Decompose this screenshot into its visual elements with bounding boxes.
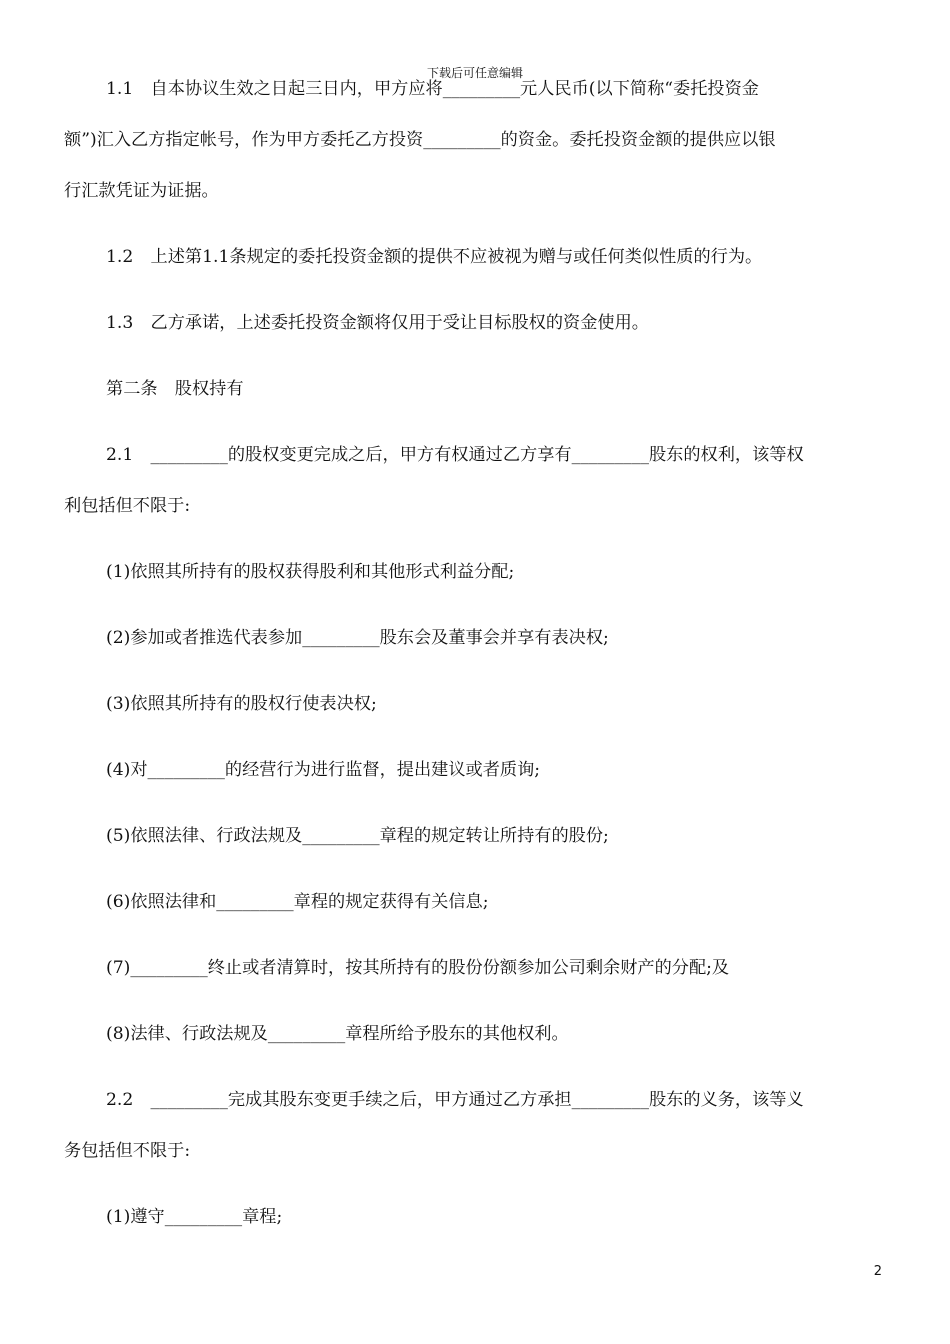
line-gap: [64, 102, 880, 128]
spacer: [64, 849, 880, 890]
right-item-2: (2)参加或者推选代表参加_________股东会及董事会并享有表决权;: [106, 628, 609, 648]
spacer: [64, 585, 880, 626]
right-item-5: (5)依照法律、行政法规及_________章程的规定转让所持有的股份;: [106, 826, 609, 846]
spacer: [64, 402, 880, 443]
right-item-7: (7)_________终止或者清算时，按其所持有的股份份额参加公司剩余财产的分配;及: [106, 958, 730, 978]
spacer: [64, 915, 880, 956]
spacer: [64, 717, 880, 758]
paragraph-2-1: 2.1 _________的股权变更完成之后，甲方有权通过乙方享有_________股东的权利，该等权: [106, 445, 804, 465]
paragraph-2-2-cont: 务包括但不限于:: [64, 1141, 191, 1161]
spacer: [64, 981, 880, 1022]
paragraph-1-1-line-2: 额”)汇入乙方指定帐号，作为甲方委托乙方投资_________的资金。委托投资金额的提供应以银: [64, 130, 776, 150]
page-header: 下载后可任意编辑: [426, 66, 523, 80]
spacer: [64, 270, 880, 311]
paragraph-1-1-line-3: 行汇款凭证为证据。: [64, 181, 219, 201]
right-item-1: (1)依照其所持有的股权获得股利和其他形式利益分配;: [106, 562, 515, 582]
spacer: [64, 468, 880, 494]
paragraph-2-2: 2.2 _________完成其股东变更手续之后，甲方通过乙方承担_________股东的义务，该等义: [106, 1090, 804, 1110]
spacer: [64, 204, 880, 245]
paragraph-1-1: [64, 77, 880, 128]
right-item-6: (6)依照法律和_________章程的规定获得有关信息;: [106, 892, 489, 912]
right-item-8: (8)法律、行政法规及_________章程所给予股东的其他权利。: [106, 1024, 569, 1044]
paragraph-1-2: 1.2 上述第1.1条规定的委托投资金额的提供不应被视为赠与或任何类似性质的行为。: [106, 247, 763, 267]
spacer: [64, 519, 880, 560]
line-gap: [64, 153, 880, 179]
page-number: 2: [873, 1264, 882, 1279]
paragraph-2-1-cont: 利包括但不限于:: [64, 496, 191, 516]
paragraph-1-1-line-1: 1.1 自本协议生效之日起三日内，甲方应将_________元人民币(以下简称“委托投资金: [106, 79, 759, 99]
right-item-3: (3)依照其所持有的股权行使表决权;: [106, 694, 377, 714]
spacer: [64, 1113, 880, 1139]
right-item-4: (4)对_________的经营行为进行监督，提出建议或者质询;: [106, 760, 541, 780]
spacer: [64, 1164, 880, 1205]
spacer: [64, 783, 880, 824]
duty-item-1: (1)遵守_________章程;: [106, 1207, 283, 1227]
spacer: [64, 1047, 880, 1088]
paragraph-1-1-cont: [64, 128, 880, 204]
paragraph-1-3: 1.3 乙方承诺，上述委托投资金额将仅用于受让目标股权的资金使用。: [106, 313, 649, 333]
spacer: [64, 651, 880, 692]
section-2-title: 第二条 股权持有: [106, 379, 244, 399]
document-body: [64, 77, 880, 1230]
spacer: [64, 336, 880, 377]
